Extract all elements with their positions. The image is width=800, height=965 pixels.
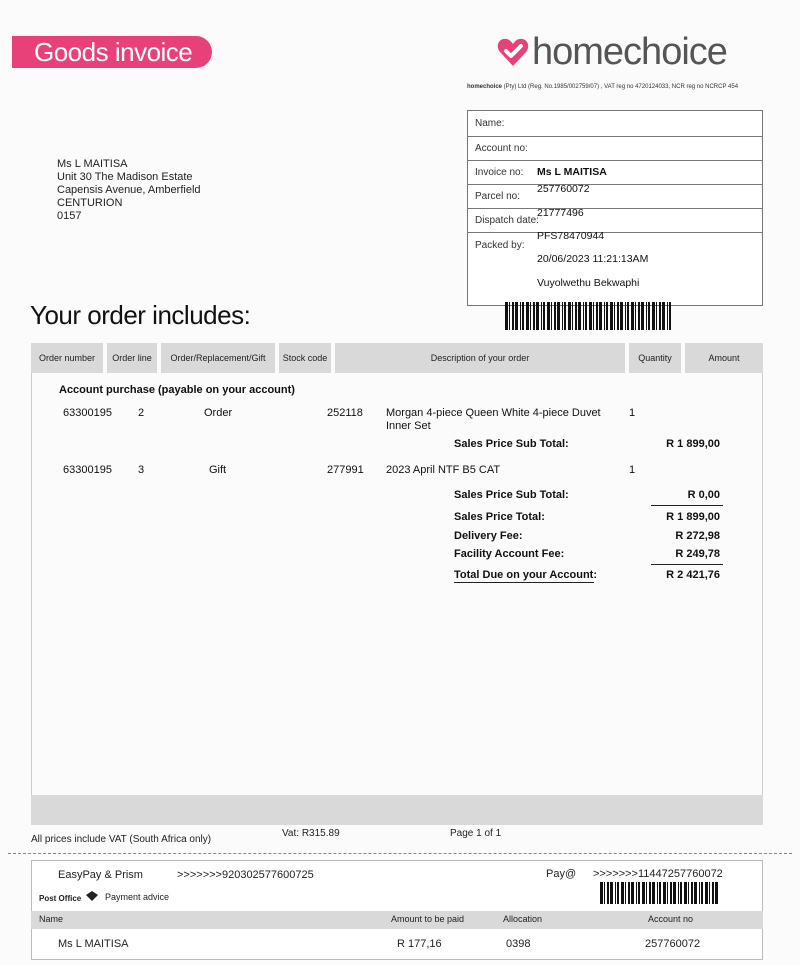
barcode-bar	[522, 302, 524, 330]
section-title: Account purchase (payable on your account)	[59, 384, 295, 396]
parcel-label: Parcel no:	[468, 185, 762, 209]
barcode-bar	[536, 302, 539, 330]
barcode-bar	[631, 302, 634, 330]
parcel-value: PFS78470944	[537, 230, 605, 242]
name-label: Name:	[468, 111, 762, 137]
company-brand: homechoice	[467, 84, 503, 90]
barcode-bar	[625, 882, 626, 904]
barcode-bar	[646, 882, 647, 904]
order-table-header	[31, 343, 763, 373]
pay-col-allocation: Allocation	[503, 914, 543, 924]
customer-address	[57, 158, 201, 223]
barcode-bar	[627, 302, 629, 330]
goods-invoice-banner: Goods invoice	[12, 36, 212, 68]
barcode-bar	[512, 302, 514, 330]
name-value: Ms L MAITISA	[537, 166, 607, 178]
row2-order-number: 63300195	[63, 464, 112, 476]
barcode-bar	[505, 302, 508, 330]
barcode-bar	[670, 882, 672, 904]
barcode-bar	[673, 882, 676, 904]
barcode-bar	[543, 302, 545, 330]
barcode-bar	[583, 302, 584, 330]
address-line-4: 0157	[57, 210, 82, 222]
barcode-bar	[694, 882, 697, 904]
address-line-1: Unit 30 The Madison Estate	[57, 171, 193, 183]
row2-quantity: 1	[629, 464, 636, 476]
barcode-bar	[667, 302, 668, 330]
facility-value: R 249,78	[675, 548, 720, 560]
order-table-footer	[31, 795, 763, 825]
barcode-bar	[547, 302, 550, 330]
homechoice-logo	[496, 30, 766, 74]
post-office-bird-icon	[86, 891, 98, 901]
barcode-bar	[585, 302, 587, 330]
barcode-bar	[628, 882, 630, 904]
row1-description: Morgan 4-piece Queen White 4-piece Duvet	[386, 407, 601, 419]
barcode-bar	[604, 302, 605, 330]
payment-table-header	[31, 911, 763, 929]
barcode-bar	[607, 882, 609, 904]
address-line-2: Capensis Avenue, Amberfield	[57, 184, 201, 196]
barcode-bar	[621, 882, 624, 904]
delivery-value: R 272,98	[675, 530, 720, 542]
order-title: Your order includes:	[30, 300, 251, 330]
barcode-bar	[688, 882, 689, 904]
packed-value: Vuyolwethu Bekwaphi	[537, 277, 640, 289]
barcode-bar	[606, 302, 608, 330]
barcode-bar	[610, 302, 613, 330]
barcode-bar	[635, 302, 636, 330]
barcode-bar	[604, 882, 605, 904]
row1-order-number: 63300195	[63, 407, 112, 419]
barcode-bar	[701, 882, 703, 904]
pay-allocation-value: 0398	[506, 938, 531, 950]
col-order-line: Order line	[112, 353, 152, 363]
easypay-label: EasyPay & Prism	[58, 869, 143, 881]
barcode-bar	[659, 882, 661, 904]
barcode-bar	[617, 302, 619, 330]
barcode-bar	[656, 302, 657, 330]
row2-description: 2023 April NTF B5 CAT	[386, 464, 501, 476]
barcode-bar	[526, 302, 529, 330]
barcode-bar	[610, 882, 613, 904]
col-type: Order/Replacement/Gift	[170, 353, 266, 363]
dispatch-label: Dispatch date:	[468, 209, 762, 233]
payment-barcode	[600, 882, 720, 904]
barcode-bar	[652, 302, 655, 330]
barcode-bar	[678, 882, 679, 904]
total-value: R 1 899,00	[666, 511, 720, 523]
barcode-bar	[599, 302, 602, 330]
row2-order-line: 3	[138, 464, 145, 476]
barcode-bar	[662, 302, 665, 330]
pay-col-amount: Amount to be paid	[391, 914, 465, 924]
barcode-bar	[578, 302, 581, 330]
barcode-bar	[684, 882, 687, 904]
barcode-bar	[636, 882, 637, 904]
pay-col-account: Account no	[648, 914, 694, 924]
barcode-bar	[652, 882, 655, 904]
facility-label: Facility Account Fee:	[454, 548, 565, 560]
barcode-bar	[575, 302, 577, 330]
row1-type: Order	[204, 407, 233, 419]
barcode-bar	[709, 882, 710, 904]
row2-type: Gift	[209, 464, 227, 476]
easypay-number: >>>>>>>920302577600725	[177, 869, 314, 881]
barcode-bar	[699, 882, 700, 904]
delivery-label: Delivery Fee:	[454, 530, 523, 542]
barcode-bar	[625, 302, 626, 330]
invoice-label: Invoice no:	[468, 161, 762, 185]
barcode-bar	[712, 882, 714, 904]
payment-advice-label: Payment advice	[105, 892, 170, 902]
barcode-bar	[530, 302, 531, 330]
tear-off-line	[8, 853, 792, 854]
barcode-bar	[638, 882, 640, 904]
vat-amount: Vat: R315.89	[282, 828, 340, 839]
barcode-bar	[691, 882, 693, 904]
payat-label: Pay@	[546, 868, 577, 880]
subtotal1-value: R 1 899,00	[666, 438, 720, 450]
barcode-bar	[669, 302, 671, 330]
barcode-bar	[648, 302, 650, 330]
barcode-bar	[617, 882, 619, 904]
barcode-bar	[646, 302, 647, 330]
row1-order-line: 2	[138, 407, 145, 419]
subtotal-rule	[651, 505, 723, 506]
account-label: Account no:	[468, 137, 762, 161]
barcode-bar	[568, 302, 571, 330]
barcode-bar	[614, 302, 615, 330]
barcode-bar	[642, 882, 645, 904]
col-order-number: Order number	[38, 353, 96, 363]
company-registration-line	[467, 84, 738, 90]
row1-description-cont: Inner Set	[386, 420, 431, 432]
invoice-details-box	[467, 110, 763, 306]
logo-wordmark: homechoice	[532, 30, 727, 73]
barcode-bar	[589, 302, 592, 330]
barcode-bar	[541, 302, 542, 330]
pay-account-value: 257760072	[645, 938, 701, 950]
barcode-bar	[596, 302, 598, 330]
address-name: Ms L MAITISA	[57, 158, 128, 170]
barcode-bar	[657, 882, 658, 904]
barcode-bar	[533, 302, 535, 330]
address-line-3: CENTURION	[57, 197, 123, 209]
barcode-bar	[663, 882, 666, 904]
barcode-bar	[551, 302, 552, 330]
due-value: R 2 421,76	[666, 569, 720, 581]
invoice-barcode	[505, 302, 675, 330]
pay-col-name: Name	[39, 914, 64, 924]
barcode-bar	[705, 882, 708, 904]
barcode-bar	[600, 882, 603, 904]
barcode-bar	[562, 302, 563, 330]
subtotal2-value: R 0,00	[687, 489, 720, 501]
col-description: Description of your order	[430, 353, 530, 363]
col-stock-code: Stock code	[282, 353, 328, 363]
barcode-bar	[638, 302, 640, 330]
pay-name-value: Ms L MAITISA	[58, 938, 129, 950]
order-table-body	[31, 373, 763, 795]
barcode-bar	[680, 882, 682, 904]
barcode-bar	[554, 302, 556, 330]
subtotal1-label: Sales Price Sub Total:	[454, 438, 569, 450]
col-amount: Amount	[708, 353, 740, 363]
due-label-underline	[454, 582, 594, 583]
account-value: 257760072	[537, 183, 590, 195]
post-office-label: Post Office	[39, 894, 82, 903]
total-label: Sales Price Total:	[454, 511, 545, 523]
row1-quantity: 1	[629, 407, 636, 419]
barcode-bar	[515, 302, 518, 330]
company-details: (Pty) Ltd (Reg. No.1985/002759/07) , VAT reg no 4720124033, NCR reg no NCRCP 454	[502, 84, 739, 90]
packed-label: Packed by:	[475, 240, 525, 251]
subtotal2-label: Sales Price Sub Total:	[454, 489, 569, 501]
barcode-bar	[659, 302, 661, 330]
barcode-bar	[667, 882, 668, 904]
row2-stock-code: 277991	[327, 464, 364, 476]
barcode-bar	[520, 302, 521, 330]
barcode-bar	[509, 302, 510, 330]
barcode-bar	[641, 302, 644, 330]
due-label: Total Due on your Account:	[454, 569, 597, 581]
invoice-value: 21777496	[537, 207, 584, 219]
barcode-bar	[557, 302, 560, 330]
barcode-bar	[615, 882, 616, 904]
payat-number: >>>>>>>11447257760072	[593, 868, 723, 880]
col-quantity: Quantity	[638, 353, 672, 363]
row1-stock-code: 252118	[327, 407, 363, 419]
pay-amount-value: R 177,16	[397, 938, 442, 950]
barcode-bar	[564, 302, 566, 330]
page-number: Page 1 of 1	[450, 828, 502, 839]
barcode-bar	[593, 302, 594, 330]
barcode-bar	[572, 302, 573, 330]
barcode-bar	[649, 882, 651, 904]
barcode-bar	[715, 882, 718, 904]
heart-check-icon	[496, 35, 530, 69]
barcode-bar	[620, 302, 623, 330]
barcode-bar	[631, 882, 634, 904]
due-rule	[651, 564, 723, 565]
vat-note: All prices include VAT (South Africa only)	[31, 834, 212, 845]
dispatch-value: 20/06/2023 11:21:13AM	[537, 253, 649, 265]
